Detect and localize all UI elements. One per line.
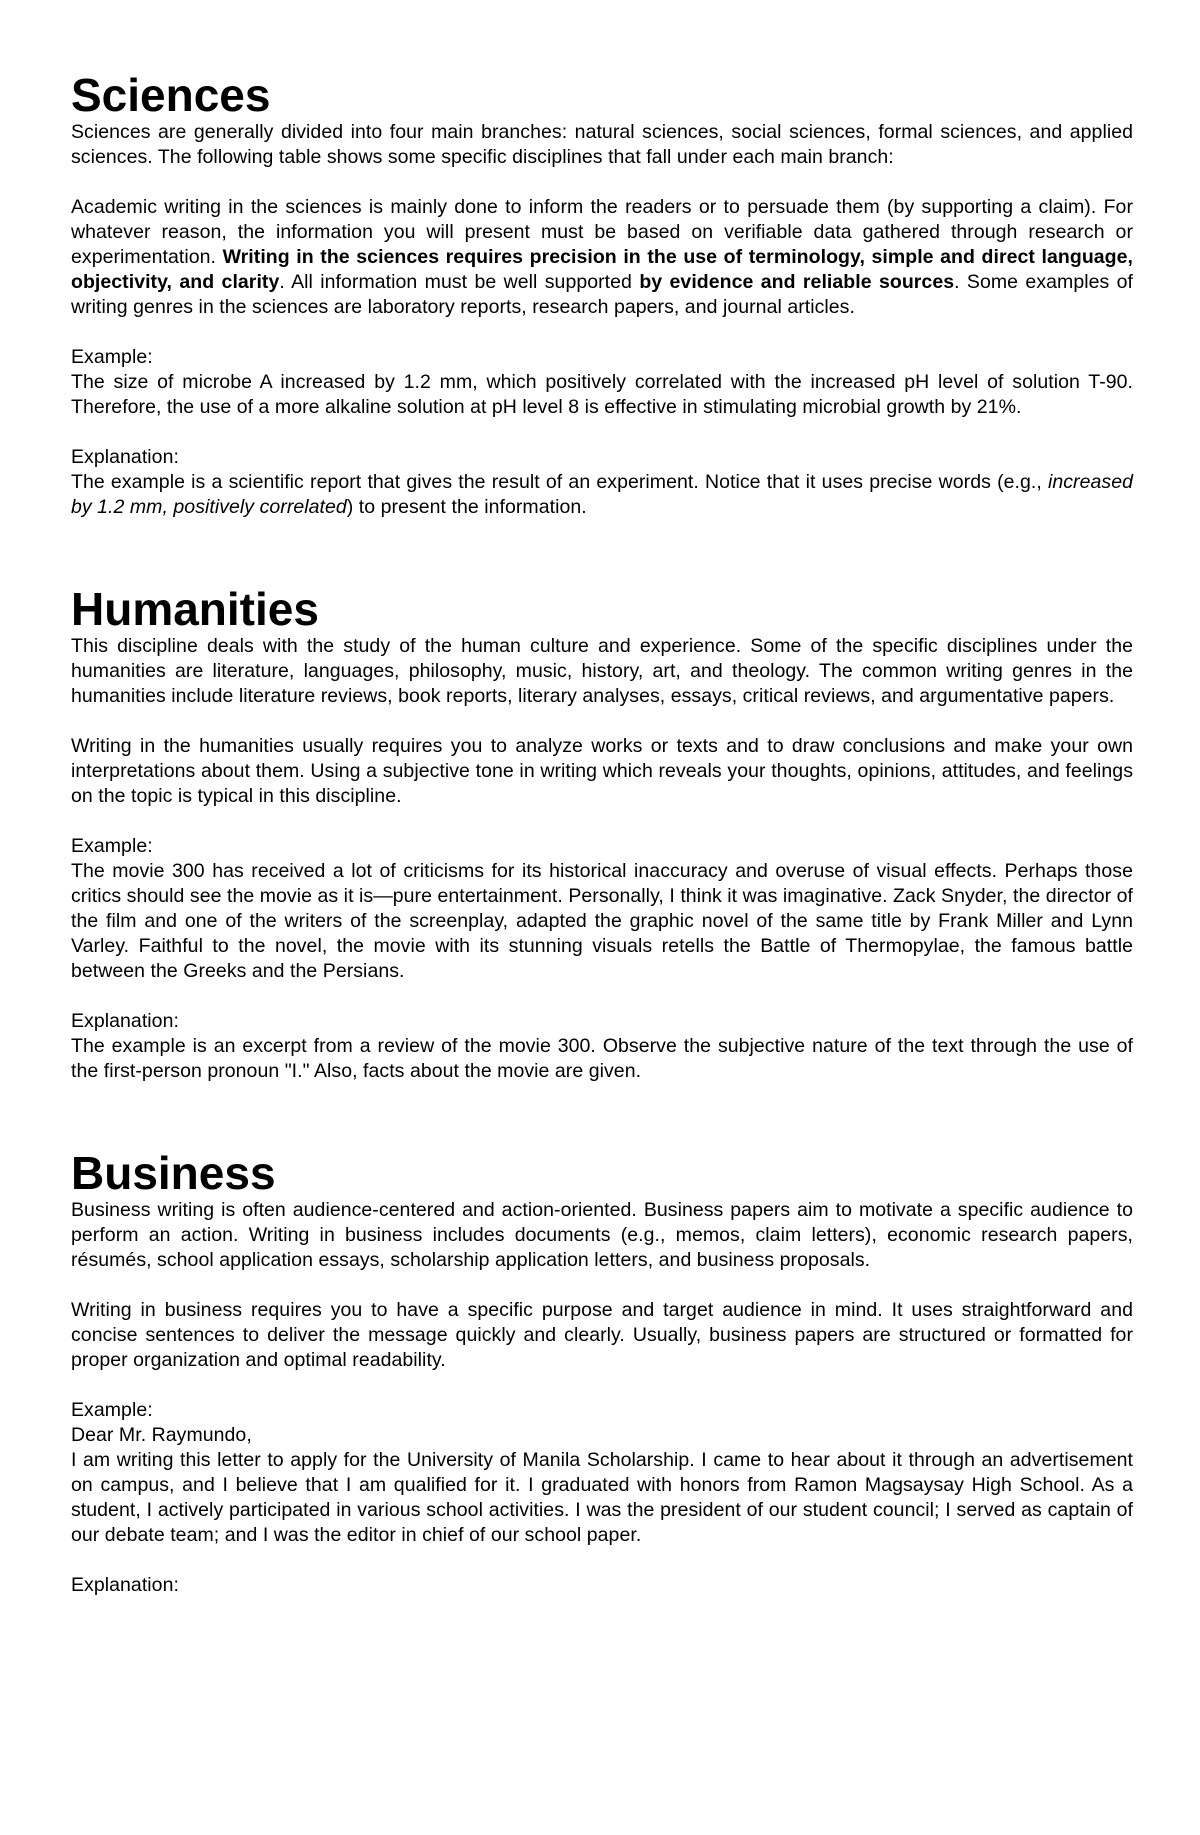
humanities-explanation-text: The example is an excerpt from a review of the movie 300. Observe the subjective nature of the text through the use of the first-person pronoun "I." Also, facts about the movie are given. — [71, 1035, 1133, 1082]
business-writing-paragraph: Writing in business requires you to have a specific purpose and target audience in mind. It uses straightforward and concise sentences to deliver the message quickly and clearly. Usually, business papers are structured or formatted for proper organization and optimal readability. — [71, 1299, 1133, 1371]
sciences-p2-bold-b: by evidence and reliable sources — [639, 271, 955, 293]
sciences-explanation-text-c: ) to present the information. — [346, 496, 587, 518]
business-intro-paragraph: Business writing is often audience-centered and action-oriented. Business papers aim to motivate a specific audience to perform an action. Writing in business includes documents (e.g., memos, claim letters), economic research papers, résumés, school application essays, scholarship application letters, and business proposals. — [71, 1199, 1133, 1271]
business-heading: Business — [71, 1147, 276, 1199]
humanities-section — [71, 584, 1133, 1084]
business-example-label: Example: — [71, 1399, 153, 1421]
sciences-intro-paragraph: Sciences are generally divided into four main branches: natural sciences, social sciences, formal sciences, and applied sciences. The following table shows some specific disciplines that fall under each main branch: — [71, 121, 1133, 168]
sciences-explanation-text — [71, 470, 1133, 520]
sciences-p2-text-c: . Some examples of writing genres in the sciences are laboratory reports, research papers, and journal articles. — [71, 271, 1134, 318]
humanities-intro-paragraph: This discipline deals with the study of the human culture and experience. Some of the specific disciplines under the humanities are literature, languages, philosophy, music, history, art, and theology. The common writing genres in the humanities include literature reviews, book reports, literary analyses, essays, critical reviews, and argumentative papers. — [71, 635, 1133, 707]
business-explanation-label: Explanation: — [71, 1574, 179, 1596]
sciences-explanation-italic: increased by 1.2 mm, positively correlated — [71, 471, 1133, 518]
business-section — [71, 1148, 1133, 1598]
sciences-section — [71, 70, 1133, 520]
humanities-example-label: Example: — [71, 835, 153, 857]
document-page — [71, 70, 1133, 1598]
sciences-p2-bold-a: Writing in the sciences requires precision in the use of terminology, simple and direct language, objectivity, and clarity — [71, 246, 1134, 293]
humanities-example-text: The movie 300 has received a lot of criticisms for its historical inaccuracy and overuse of visual effects. Perhaps those critics should see the movie as it is—pure entertainment. Personally, I think it was imaginative. Zack Snyder, the director of the film and one of the writers of the screenplay, adapted the graphic novel of the same title by Frank Miller and Lynn Varley. Faithful to the novel, the movie with its stunning visuals retells the Battle of Thermopylae, the famous battle between the Greeks and the Persians. — [71, 860, 1133, 982]
humanities-writing-paragraph: Writing in the humanities usually requires you to analyze works or texts and to draw conclusions and make your own interpretations about them. Using a subjective tone in writing which reveals your thoughts, opinions, attitudes, and feelings on the topic is typical in this discipline. — [71, 735, 1133, 807]
sciences-example-label: Example: — [71, 346, 153, 368]
humanities-heading: Humanities — [71, 583, 319, 635]
sciences-p2-text-a: Academic writing in the sciences is mainly done to inform the readers or to persuade them (by supporting a claim). For whatever reason, the information you will present must be based on verifiable data gathered through research or experimentation. — [71, 196, 1133, 268]
sciences-writing-paragraph — [71, 195, 1133, 320]
humanities-explanation-label: Explanation: — [71, 1010, 179, 1032]
sciences-example-text: The size of microbe A increased by 1.2 mm, which positively correlated with the increased pH level of solution T-90. Therefore, the use of a more alkaline solution at pH level 8 is effective in stimulating microbial growth by 21%. — [71, 371, 1133, 418]
sciences-explanation-label: Explanation: — [71, 446, 179, 468]
business-example-text: I am writing this letter to apply for the University of Manila Scholarship. I came to hear about it through an advertisement on campus, and I believe that I am qualified for it. I graduated with honors from Ramon Magsaysay High School. As a student, I actively participated in various school activities. I was the president of our student council; I served as captain of our debate team; and I was the editor in chief of our school paper. — [71, 1449, 1133, 1546]
sciences-heading: Sciences — [71, 69, 271, 121]
sciences-p2-text-b: . All information must be well supported — [279, 271, 640, 293]
sciences-explanation-text-a: The example is a scientific report that gives the result of an experiment. Notice that it uses precise words (e.g., — [71, 471, 1048, 493]
business-salutation: Dear Mr. Raymundo, — [71, 1424, 252, 1446]
